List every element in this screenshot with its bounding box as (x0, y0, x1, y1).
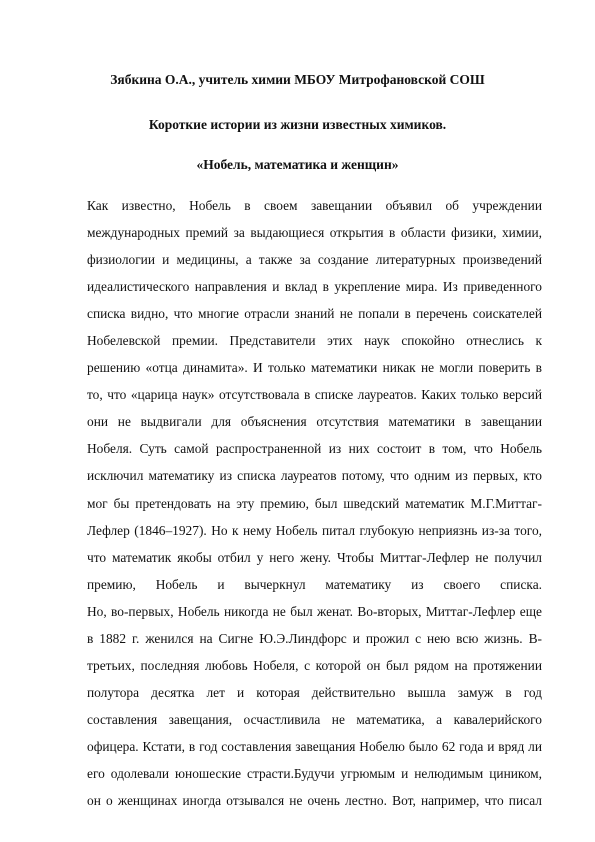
text-line: он о женщинах иногда отзывался не очень лестно. Вот, например, что писал (87, 793, 542, 809)
text-line: Нобелевской премии. Представители этих наук спокойно отнеслись к (87, 333, 542, 349)
text-line: физиологии и медицины, а также за создание литературных произведений (87, 252, 542, 268)
text-line: составления завещания, осчастливила не математика, а кавалерийского (87, 711, 542, 727)
document-title: Короткие истории из жизни известных химиков. (148, 117, 447, 132)
text-line: решению «отца динамита». И только математики никак не могли поверить в (87, 360, 542, 376)
text-line: идеалистического направления и вклад в укрепление мира. Из приведенного (87, 279, 542, 295)
document-subtitle: «Нобель, математика и женщин» (196, 157, 399, 172)
text-line: Как известно, Нобель в своем завещании объявил об учреждении (87, 198, 542, 213)
text-line: премию, Нобель и вычеркнул математику из своего списка. (87, 576, 542, 592)
text-line: Но, во-первых, Нобель никогда не был женат. Во-вторых, Миттаг-Лефлер еще (87, 603, 542, 619)
author-line: Зябкина О.А., учитель химии МБОУ Митрофановской СОШ (110, 72, 485, 87)
text-line: они не выдвигали для объяснения отсутствия математики в завещании (87, 414, 542, 430)
text-line: то, что «царица наук» отсутствовала в списке лауреатов. Каких только версий (87, 387, 542, 403)
text-line: его одолевали юношеские страсти.Будучи угрюмым и нелюдимым циником, (87, 765, 542, 781)
text-line: международных премий за выдающиеся открытия в области физики, химии, (87, 225, 542, 241)
text-line: Лефлер (1846–1927). Но к нему Нобель питал глубокую неприязнь из-за того, (87, 522, 542, 538)
text-line: что математик якобы отбил у него жену. Чтобы Миттаг-Лефлер не получил (87, 549, 542, 565)
text-line: мог бы претендовать на эту премию, был шведский математик М.Г.Миттаг- (87, 495, 542, 511)
text-line: в 1882 г. женился на Сигне Ю.Э.Линдфорс и прожил с нею всю жизнь. В- (87, 630, 542, 646)
text-line: третьих, последняя любовь Нобеля, с которой он был рядом на протяжении (87, 657, 542, 673)
text-line: исключил математику из списка лауреатов потому, что одним из первых, кто (87, 468, 542, 484)
text-line: списка видно, что многие отрасли знаний не попали в перечень соискателей (87, 306, 542, 322)
body-text (87, 192, 542, 814)
text-line: полутора десятка лет и которая действительно вышла замуж в год (87, 684, 542, 700)
text-line: Нобеля. Суть самой распространенной из них состоит в том, что Нобель (87, 441, 542, 457)
text-line: офицера. Кстати, в год составления завещания Нобелю было 62 года и вряд ли (87, 738, 542, 754)
